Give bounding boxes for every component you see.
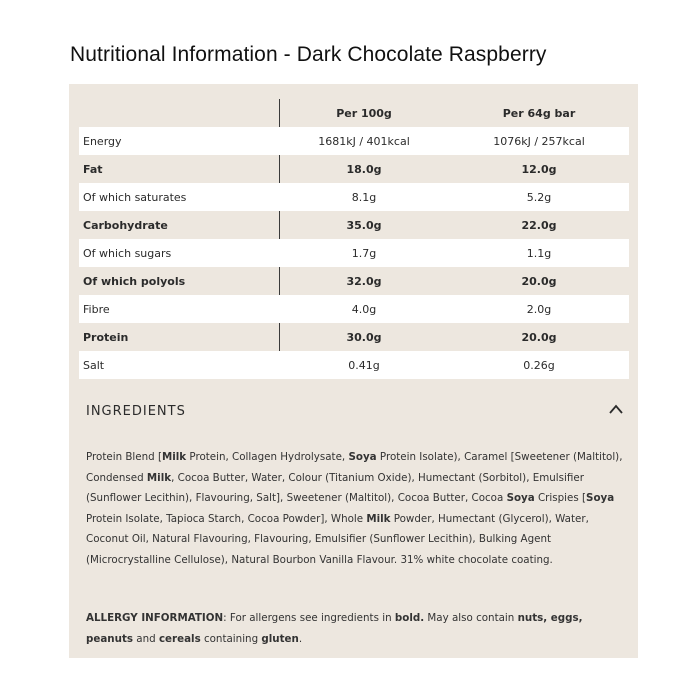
table-row — [79, 239, 629, 267]
value-per-100g: 32.0g — [346, 274, 382, 288]
nutrient-label: Energy — [83, 134, 122, 148]
value-per-bar: 1076kJ / 257kcal — [493, 134, 585, 148]
nutrient-label: Salt — [83, 358, 105, 372]
bold-text-segment: bold. — [394, 612, 425, 624]
text-segment: Protein Blend [ — [86, 451, 162, 463]
allergy-information — [86, 608, 630, 649]
table-row — [79, 267, 629, 295]
nutrient-label: Fat — [83, 162, 103, 176]
value-per-100g: 0.41g — [348, 358, 380, 372]
bold-text-segment: Milk — [366, 512, 391, 525]
table-body — [79, 127, 629, 379]
nutrition-table — [79, 99, 629, 379]
text-segment: Powder, Humectant (Glycerol), Water, Coconut Oil, Natural Flavouring, Flavouring, Emulsifier (Sunflower Lecithin), Bulking Agent (Microcrystalline Cellulose), Natural Bourbon Vanilla Flavour. 31% white chocolate coating. — [86, 512, 589, 566]
table-row — [79, 351, 629, 379]
bold-text-segment: Soya — [506, 492, 535, 504]
nutrient-label: Fibre — [83, 302, 110, 316]
text-segment: and — [133, 632, 159, 645]
value-per-bar: 12.0g — [521, 162, 557, 176]
table-row — [79, 127, 629, 155]
text-segment: Protein, Collagen Hydrolysate, — [186, 451, 349, 463]
text-segment: containing — [200, 632, 262, 645]
nutrient-label: Of which sugars — [83, 246, 172, 260]
bold-text-segment: Milk — [161, 451, 187, 463]
ingredients-text — [86, 447, 630, 570]
text-segment: May also contain — [424, 612, 518, 624]
table-row — [79, 323, 629, 351]
bold-text-segment: ALLERGY INFORMATION — [86, 612, 224, 624]
nutrient-label: Of which saturates — [83, 190, 187, 204]
table-row — [79, 211, 629, 239]
value-per-bar: 22.0g — [521, 218, 557, 232]
bold-text-segment: Milk — [146, 471, 172, 484]
value-per-bar: 5.2g — [526, 190, 552, 204]
bold-text-segment: nuts, eggs, peanuts — [86, 612, 583, 645]
ingredients-header: INGREDIENTS — [86, 404, 186, 419]
nutrient-label: Of which polyols — [83, 274, 186, 288]
nutrient-label: Protein — [83, 330, 129, 344]
value-per-bar: 2.0g — [526, 302, 552, 316]
page-title: Nutritional Information - Dark Chocolate Raspberry — [70, 43, 547, 66]
value-per-100g: 1681kJ / 401kcal — [318, 134, 410, 148]
text-segment: . — [298, 632, 303, 645]
value-per-100g: 4.0g — [351, 302, 377, 316]
text-segment: , Cocoa Butter, Water, Colour (Titanium Oxide), Humectant (Sorbitol), Emulsifier (Sunflower Lecithin), Flavouring, Salt], Sweetener (Maltitol), Cocoa Butter, Cocoa — [86, 471, 584, 504]
table-row — [79, 295, 629, 323]
chevron-up-icon[interactable] — [608, 403, 624, 415]
value-per-bar: 0.26g — [523, 358, 555, 372]
text-segment: : For allergens see ingredients in — [223, 612, 395, 624]
nutrition-panel — [69, 84, 638, 658]
value-per-100g: 1.7g — [351, 246, 377, 260]
bold-text-segment: Soya — [586, 492, 615, 504]
table-row — [79, 183, 629, 211]
bold-text-segment: gluten — [261, 632, 299, 645]
text-segment: Protein Isolate, Tapioca Starch, Cocoa Powder], Whole — [86, 512, 367, 525]
header-per-bar: Per 64g bar — [502, 106, 576, 120]
bold-text-segment: Soya — [348, 451, 377, 463]
nutrient-label: Carbohydrate — [83, 218, 168, 232]
table-header-row — [79, 99, 629, 127]
value-per-100g: 18.0g — [346, 162, 382, 176]
value-per-bar: 1.1g — [526, 246, 552, 260]
value-per-100g: 35.0g — [346, 218, 382, 232]
header-per-100g: Per 100g — [336, 106, 392, 120]
bold-text-segment: cereals — [158, 632, 201, 645]
value-per-100g: 8.1g — [351, 190, 377, 204]
text-segment: Crispies [ — [534, 492, 587, 504]
value-per-100g: 30.0g — [346, 330, 382, 344]
text-segment: Protein Isolate), Caramel [Sweetener (Maltitol), Condensed — [86, 451, 623, 484]
value-per-bar: 20.0g — [521, 330, 557, 344]
value-per-bar: 20.0g — [521, 274, 557, 288]
table-row — [79, 155, 629, 183]
